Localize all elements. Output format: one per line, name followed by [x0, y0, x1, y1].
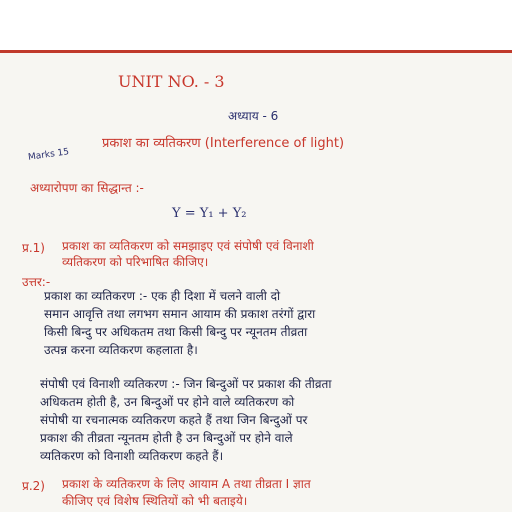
- question-2-line-1: प्रकाश के व्यतिकरण के लिए आयाम A तथा तीव्रता I ज्ञात: [62, 477, 311, 491]
- question-1-line-1: प्रकाश का व्यतिकरण को समझाइए एवं संपोषी एवं विनाशी: [62, 239, 314, 253]
- answer-1-line-1: प्रकाश का व्यतिकरण :- एक ही दिशा में चलने वाली दो: [44, 289, 281, 303]
- chapter-title: प्रकाश का व्यतिकरण (Interference of light): [102, 136, 345, 151]
- answer-2-line-4: प्रकाश की तीव्रता न्यूनतम होती है उन बिन्दुओं पर होने वाले: [40, 431, 293, 445]
- answer-2-line-2: अधिकतम होती है, उन बिन्दुओं पर होने वाले व्यतिकरण को: [40, 395, 295, 409]
- unit-heading: UNIT NO. - 3: [118, 72, 225, 91]
- answer-1-line-4: उत्पन्न करना व्यतिकरण कहलाता है।: [44, 343, 198, 357]
- question-1-line-2: व्यतिकरण को परिभाषित कीजिए।: [62, 255, 209, 269]
- chapter-number: अध्याय - 6: [228, 109, 279, 123]
- answer-label: उत्तर:-: [22, 275, 51, 289]
- question-1-label: प्र.1): [22, 241, 45, 255]
- page-top-margin: [0, 0, 512, 50]
- question-2-line-2: कीजिए एवं विशेष स्थितियों को भी बताइये।: [62, 494, 248, 508]
- answer-1-line-3: किसी बिन्दु पर अधिकतम तथा किसी बिन्दु पर न्यूनतम तीव्रता: [44, 325, 308, 339]
- question-2-label: प्र.2): [22, 479, 45, 493]
- answer-1-line-2: समान आवृत्ति तथा लगभग समान आयाम की प्रकाश तरंगों द्वारा: [44, 307, 316, 321]
- page-edge-strip: [0, 50, 512, 53]
- answer-2-line-3: संपोषी या रचनात्मक व्यतिकरण कहते हैं तथा जिन बिन्दुओं पर: [40, 413, 308, 427]
- answer-2-line-1: संपोषी एवं विनाशी व्यतिकरण :- जिन बिन्दुओं पर प्रकाश की तीव्रता: [40, 377, 332, 391]
- margin-note: Marks 15: [27, 147, 70, 163]
- answer-2-line-5: व्यतिकरण को विनाशी व्यतिकरण कहते हैं।: [40, 449, 224, 463]
- principle-heading: अध्यारोपण का सिद्धान्त :-: [30, 181, 144, 195]
- principle-formula: Y = Y₁ + Y₂: [172, 206, 247, 221]
